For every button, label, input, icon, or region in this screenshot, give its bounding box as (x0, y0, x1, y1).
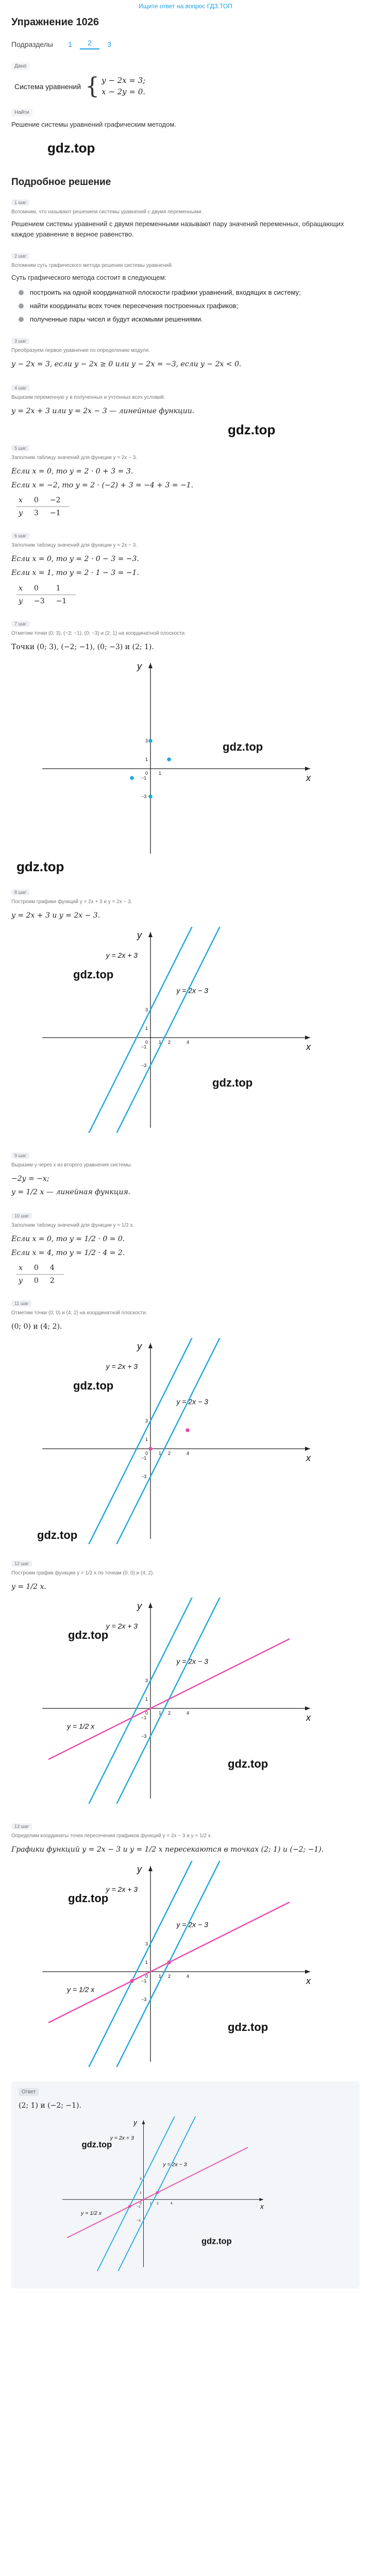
values-table (16, 582, 76, 607)
list-item: найти координаты всех точек пересечения построенных графиков; (19, 301, 360, 311)
tick-label: 1 (149, 2201, 152, 2206)
tick-label: −3 (141, 1996, 147, 2002)
line-label-half: y = 1/2 x (67, 1722, 95, 1731)
table-cell: 3 (33, 509, 39, 518)
step-text: Суть графического метода состоит в следующем: (11, 274, 167, 282)
system-of-equations (14, 75, 360, 98)
tick-label: 1 (145, 1697, 148, 1702)
line-label-minus: y = 2x − 3 (176, 1920, 208, 1929)
watermark: gdz.top (223, 740, 263, 754)
step-tag: 3 шаг (11, 338, 29, 344)
watermark: gdz.top (16, 859, 64, 875)
coordinate-plane (49, 2116, 276, 2271)
point-0-0 (148, 1447, 153, 1451)
answer-text: (2; 1) и (−2; −1). (19, 2101, 81, 2110)
line-label-plus: y = 2x + 3 (106, 1622, 138, 1631)
intersection-neg2-neg1 (130, 1979, 134, 1983)
watermark: gdz.top (228, 1757, 268, 1771)
solution-heading: Подробное решение (11, 177, 111, 188)
solution-step-11 (11, 1298, 360, 1546)
system-label: Система уравнений (14, 82, 81, 91)
bullet-list (19, 287, 360, 325)
step-tag: 4 шаг (11, 385, 29, 391)
tick-label: 0 (145, 1450, 148, 1456)
x-axis-label: x (306, 1041, 311, 1052)
line-label-half: y = 1/2 x (81, 2210, 102, 2217)
table-cell: −1 (49, 509, 61, 518)
subsections-nav (11, 39, 360, 49)
table-cell: 0 (33, 1277, 39, 1285)
step-math: Если x = 4, то y = 1/2 · 4 = 2. (11, 1248, 125, 1257)
solution-step-8 (11, 887, 360, 1135)
watermark: gdz.top (228, 422, 276, 438)
tick-label: 2 (168, 1450, 171, 1456)
step-math: −2y = −x; (11, 1174, 49, 1183)
coordinate-plane (32, 1861, 321, 2067)
graph-answer (49, 2116, 352, 2273)
y-axis-label: y (133, 2119, 137, 2127)
point-4-2 (185, 1428, 190, 1432)
coordinate-plane (32, 927, 321, 1133)
watermark: gdz.top (228, 2020, 268, 2033)
x-axis-arrow-icon (305, 1447, 310, 1451)
step-math: Если x = −2, то y = 2 · (−2) + 3 = −4 + 3 = −1. (11, 481, 194, 489)
y-axis-label: y (137, 929, 142, 940)
point-2-1 (167, 757, 171, 761)
equation-2: x − 2y = 0. (102, 87, 146, 96)
line-label-plus: y = 2x + 3 (106, 1362, 138, 1370)
tick-label: 4 (187, 1450, 190, 1456)
task-block (11, 61, 360, 156)
x-axis-label: x (306, 1452, 311, 1463)
solution-step-13 (11, 1821, 360, 2069)
tick-label: 0 (145, 1039, 148, 1045)
table-cell: 0 (32, 582, 54, 595)
intersection-neg2-neg1 (128, 2205, 131, 2208)
watermark: gdz.top (81, 2140, 112, 2150)
step-intro: Отметим точки (0; 3), (−2; −1), (0; −3) и (2; 1) на координатной плоскости. (11, 630, 186, 636)
watermark: gdz.top (47, 140, 95, 156)
table-header-x: x (16, 1262, 32, 1275)
tick-label: 2 (168, 1973, 171, 1979)
step-tag: 11 шаг (11, 1300, 31, 1307)
subsection-tab-1[interactable]: 1 (68, 40, 72, 48)
tick-label: 4 (171, 2201, 173, 2206)
step-tag: 13 шаг (11, 1823, 32, 1829)
solution-step-7 (11, 619, 360, 875)
tick-label: −1 (137, 2205, 141, 2209)
x-axis-arrow-icon (305, 1036, 310, 1040)
line-label-minus: y = 2x − 3 (176, 1397, 208, 1406)
table-cell: 4 (48, 1262, 64, 1275)
table-cell: 1 (54, 582, 76, 595)
line-label-minus: y = 2x − 3 (176, 1657, 208, 1666)
solution-step-4 (11, 383, 360, 438)
tick-label: 1 (145, 1436, 148, 1442)
subsection-tab-3[interactable]: 3 (107, 40, 111, 48)
y-axis-arrow-icon (148, 1343, 153, 1348)
tick-label: −1 (141, 1715, 147, 1721)
table-header-y: y (19, 509, 23, 518)
step-intro: Заполним таблицу значений для функции y = 1/2 x. (11, 1222, 134, 1228)
step-tag: 10 шаг (11, 1213, 32, 1219)
step-math: Если x = 0, то y = 2 · 0 + 3 = 3. (11, 467, 133, 476)
find-text: Решение системы уравнений графическим методом. (11, 121, 176, 128)
step-tag: 8 шаг (11, 889, 29, 895)
solution-step-3 (11, 336, 360, 371)
step-intro: Преобразуем первое уравнение по определению модуля. (11, 347, 150, 353)
tick-label: −3 (141, 1734, 147, 1739)
watermark: gdz.top (68, 1891, 109, 1905)
table-cell: 0 (32, 1262, 48, 1275)
tick-label: 3 (145, 1418, 148, 1423)
tick-label: −3 (141, 1062, 147, 1068)
intersection-2-1 (167, 1960, 171, 1964)
step-intro: Вспомним суть графического метода решения системы уравнений. (11, 263, 173, 269)
tick-label: 1 (145, 757, 148, 762)
step-math: y = 2x + 3 и y = 2x − 3. (11, 911, 100, 920)
exercise-page (0, 16, 371, 2289)
tick-label: −3 (141, 1473, 147, 1479)
tick-label: 1 (145, 1959, 148, 1965)
x-axis-label: x (306, 1975, 311, 1986)
intersection-2-1 (156, 2191, 159, 2194)
watermark: gdz.top (73, 1379, 114, 1392)
step-intro: Определим координаты точек пересечения графиков функций y = 2x − 3 и y = 1/2 x. (11, 1833, 212, 1839)
point-0-3 (148, 739, 153, 743)
list-item: построить на одной координатной плоскости графики уравнений, входящих в систему; (19, 287, 360, 298)
tick-label: −1 (141, 1455, 147, 1461)
solution-step-5 (11, 443, 360, 519)
tick-label: −3 (141, 794, 147, 800)
brace-icon: { (85, 73, 100, 99)
x-axis-arrow-icon (305, 1706, 310, 1710)
watermark: gdz.top (73, 968, 114, 981)
step-math: y = 1/2 x. (11, 1582, 46, 1591)
solution-step-9 (11, 1150, 360, 1199)
line-label-plus: y = 2x + 3 (106, 1885, 138, 1894)
graph-with-points (32, 1338, 360, 1546)
solution-step-12 (11, 1558, 360, 1806)
watermark: gdz.top (201, 2236, 232, 2246)
table-header-x: x (16, 582, 32, 595)
equation-1: y − 2x = 3; (102, 76, 146, 86)
tick-label: 0 (145, 771, 148, 776)
table-cell: 0 (32, 494, 48, 507)
y-axis-arrow-icon (148, 663, 153, 668)
step-intro: Построим графики функций y = 2x + 3 и y = 2x − 3. (11, 899, 132, 905)
y-axis-label: y (137, 1863, 142, 1874)
tick-label: −1 (141, 1978, 147, 1984)
tick-label: −1 (141, 1044, 147, 1049)
solution-step-2 (11, 251, 360, 325)
x-axis-label: x (306, 773, 311, 784)
y-axis-arrow-icon (148, 1866, 153, 1871)
top-banner (0, 0, 371, 11)
tick-label: 1 (159, 1973, 162, 1979)
line-label-plus: y = 2x + 3 (106, 951, 138, 959)
coordinate-plane (32, 658, 321, 854)
line-y-half-x (48, 1639, 290, 1759)
tick-label: 1 (159, 1450, 162, 1456)
x-axis-arrow-icon (305, 767, 310, 771)
tick-label: 0 (140, 2201, 142, 2206)
step-math: Графики функций y = 2x − 3 и y = 1/2 x пересекаются в точках (2; 1) и (−2; −1). (11, 1845, 324, 1854)
step-math: y − 2x = 3, если y − 2x ≥ 0 или y − 2x = −3, если y − 2x < 0. (11, 360, 242, 368)
tick-label: 3 (145, 738, 148, 744)
coordinate-plane (32, 1598, 321, 1804)
line-label-plus: y = 2x + 3 (110, 2135, 134, 2142)
tick-label: 4 (187, 1973, 190, 1979)
step-intro: Заполним таблицу значений для функции y = 2x − 3. (11, 455, 138, 461)
tick-label: 1 (159, 1039, 162, 1045)
step-intro: Заполним таблицу значений для функции y = 2x − 3. (11, 543, 138, 549)
graph-intersections (32, 1861, 360, 2069)
tick-label: 3 (145, 1678, 148, 1684)
step-tag: 7 шаг (11, 621, 29, 627)
step-math: Точки (0; 3), (−2; −1), (0; −3) и (2; 1). (11, 642, 154, 651)
table-cell: −1 (56, 597, 67, 605)
tick-label: 2 (157, 2201, 159, 2206)
list-item: полученные пары чисел и будут искомыми решениями. (19, 314, 360, 325)
table-cell: 2 (49, 1277, 55, 1285)
tick-label: −1 (141, 775, 147, 781)
line-label-minus: y = 2x − 3 (176, 986, 208, 995)
y-axis-arrow-icon (142, 2121, 145, 2125)
y-axis-label: y (137, 1341, 142, 1351)
watermark: gdz.top (37, 1528, 78, 1541)
x-axis-arrow-icon (305, 1970, 310, 1974)
y-axis-arrow-icon (148, 1603, 153, 1608)
exercise-title: Упражнение 1026 (11, 16, 99, 28)
values-table (16, 494, 70, 519)
tick-label: 3 (140, 2177, 142, 2181)
task-label: Дано (11, 62, 29, 70)
watermark: gdz.top (212, 1076, 253, 1089)
tick-label: 1 (140, 2191, 142, 2195)
point-neg2-neg1 (130, 776, 134, 780)
step-math: y = 2x + 3 или y = 2x − 3 — линейные функции. (11, 406, 195, 415)
step-intro: Отметим точки (0; 0) и (4; 2) на координатной плоскости. (11, 1310, 147, 1316)
y-axis-label: y (137, 661, 142, 672)
tick-label: 3 (145, 1941, 148, 1946)
tick-label: −3 (137, 2219, 141, 2223)
y-axis-label: y (137, 1601, 142, 1612)
y-axis-arrow-icon (148, 932, 153, 937)
point-0-neg3 (148, 794, 153, 799)
step-tag: 5 шаг (11, 445, 29, 451)
subsection-tab-2[interactable]: 2 (80, 39, 99, 49)
tick-label: 0 (145, 1973, 148, 1979)
step-tag: 9 шаг (11, 1153, 29, 1159)
answer-label: Ответ (19, 2088, 39, 2096)
table-header-y: y (19, 1277, 23, 1285)
graph-two-lines (32, 927, 360, 1135)
find-label: Найти (11, 109, 32, 116)
solution-step-10 (11, 1211, 360, 1287)
table-header-x: x (16, 494, 32, 507)
watermark: gdz.top (68, 1629, 109, 1642)
x-axis-label: x (306, 1713, 311, 1723)
step-math: Если x = 0, то y = 1/2 · 0 = 0. (11, 1234, 125, 1243)
tick-label: 2 (168, 1710, 171, 1716)
tick-label: 2 (168, 1039, 171, 1045)
table-header-y: y (19, 597, 23, 605)
step-intro: Выразим y через x из второго уравнения системы. (11, 1162, 132, 1168)
step-math: (0; 0) и (4; 2). (11, 1323, 62, 1331)
x-axis-label: x (260, 2202, 264, 2211)
values-table (16, 1262, 64, 1287)
tick-label: 4 (187, 1039, 190, 1045)
step-intro: Выразим переменную y в полученных и учтенных всех условий. (11, 394, 165, 400)
step-tag: 12 шаг (11, 1561, 32, 1567)
tick-label: 4 (187, 1710, 190, 1716)
tick-label: 1 (145, 1025, 148, 1031)
step-intro: Построим график функции y = 1/2 x по точкам (0; 0) и (4; 2). (11, 1570, 155, 1576)
line-label-minus: y = 2x − 3 (163, 2161, 187, 2168)
table-cell: −2 (48, 494, 70, 507)
search-banner-link[interactable]: Ищите ответ на вопрос ГДЗ.ТОП (139, 3, 232, 10)
step-text: Решением системы уравнений с двумя переменными называют пару значений переменных, обращающих каждое уравнение в верное равенство. (11, 220, 344, 239)
x-axis-arrow-icon (260, 2198, 264, 2201)
tick-label: 1 (159, 771, 162, 776)
graph-points (32, 658, 360, 856)
subsections-label: Подразделы (11, 40, 53, 48)
table-cell: −3 (33, 597, 45, 605)
step-tag: 1 шаг (11, 199, 29, 206)
tick-label: 3 (145, 1007, 148, 1012)
coordinate-plane (32, 1338, 321, 1544)
line-label-half: y = 1/2 x (67, 1985, 95, 1994)
solution-step-1 (11, 197, 360, 240)
step-math: Если x = 0, то y = 2 · 0 − 3 = −3. (11, 555, 139, 564)
answer-card (11, 2081, 360, 2289)
tick-label: 1 (159, 1710, 162, 1716)
graph-three-lines (32, 1598, 360, 1806)
step-tag: 6 шаг (11, 533, 29, 539)
step-tag: 2 шаг (11, 253, 29, 259)
step-math: Если x = 1, то y = 2 · 1 − 3 = −1. (11, 568, 139, 577)
step-intro: Вспомним, что называют решением системы уравнений с двумя переменными. (11, 209, 203, 215)
tick-label: 0 (145, 1710, 148, 1716)
step-math: y = 1/2 x — линейная функция. (11, 1188, 131, 1197)
solution-step-6 (11, 531, 360, 607)
